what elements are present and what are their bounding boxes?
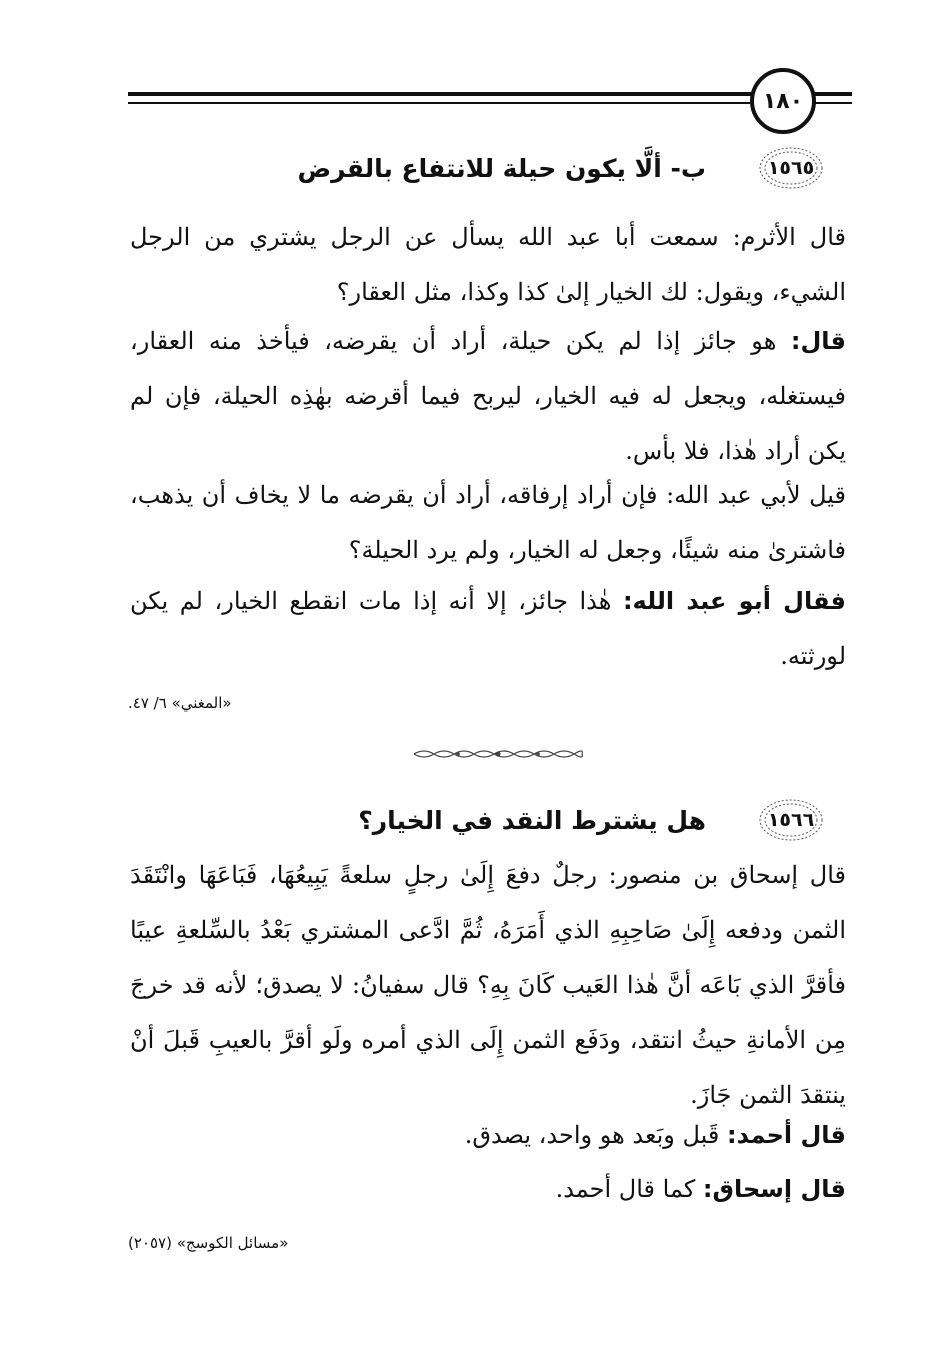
source-citation: «المغني» ٦/ ٤٧. [128, 694, 232, 712]
paragraph [130, 1108, 846, 1163]
header-rule-right-thin [812, 102, 852, 104]
paragraph-lead: قال إسحاق: [702, 1175, 846, 1203]
paragraph-lead: قال: [790, 327, 846, 355]
entry-number-badge [758, 144, 824, 192]
paragraph-text: هو جائز إذا لم يكن حيلة، أراد أن يقرضه، فيأخذ منه العقار، فيستغله، ويجعل له فيه الخيار، ليربح فيما أقرضه بهٰذِه الحيلة، فإن لم يكن أراد هٰذا، فلا بأس. [130, 327, 846, 465]
section-heading [124, 140, 824, 196]
page-number [750, 68, 816, 134]
paragraph-text: قَبل وبَعد هو واحد، يصدق. [464, 1121, 728, 1149]
entry-number-badge [758, 796, 824, 844]
paragraph [130, 468, 846, 578]
paragraph [130, 210, 846, 320]
source-citation: «مسائل الكوسج» (٢٠٥٧) [128, 1234, 289, 1252]
section-title: ب- ألَّا يكون حيلة للانتفاع بالقرض [297, 153, 706, 183]
paragraph [130, 574, 846, 684]
paragraph-lead: فقال أبو عبد الله: [622, 587, 846, 615]
header-rule-left [128, 92, 752, 96]
paragraph [130, 848, 846, 1123]
header-rule-left-thin [128, 102, 752, 104]
entry-number: ١٥٦٥ [767, 157, 815, 179]
paragraph-text: كما قال أحمد. [555, 1175, 703, 1203]
page-header [0, 62, 949, 142]
paragraph-text: قال إسحاق بن منصور: رجلٌ دفعَ إِلَىٰ رجلٍ سلعةً يَبِيعُهَا، فَبَاعَهَا وانْتَقَدَ الثمن ودفعه إِلَىٰ صَاحِبِهِ الذي أَمَرَهُ، ثُمَّ ادَّعى المشتري بَعْدُ بالسِّلعةِ عيبًا فأقرَّ الذي بَاعَه أنَّ هٰذا العَيب كَانَ بِهِ؟ قال سفيانُ: لا يصدق؛ لأنه قد خرجَ مِن الأمانةِ حيثُ انتقد، ودَفَع الثمن إِلَى الذي أمره ولَو أقرَّ بالعيبِ قَبلَ أنْ ينتقدَ الثمن جَازَ. [130, 861, 846, 1109]
entry-number: ١٥٦٦ [767, 809, 815, 831]
ornamental-divider-icon [412, 748, 584, 760]
paragraph-text: هٰذا جائز، إلا أنه إذا مات انقطع الخيار، لم يكن لورثته. [130, 587, 846, 670]
paragraph [130, 314, 846, 479]
paragraph-text: قال الأثرم: سمعت أبا عبد الله يسأل عن الرجل يشتري من الرجل الشيء، ويقول: لك الخيار إلىٰ كذا وكذا، مثل العقار؟ [130, 223, 846, 306]
paragraph [130, 1162, 846, 1217]
header-rule-right [812, 92, 852, 96]
section-title: هل يشترط النقد في الخيار؟ [358, 805, 706, 835]
section-heading [124, 792, 824, 848]
paragraph-text: قيل لأبي عبد الله: فإن أراد إرفاقه، أراد أن يقرضه ما لا يخاف أن يذهب، فاشترىٰ منه شيئًا، وجعل له الخيار، ولم يرد الحيلة؟ [130, 481, 846, 564]
paragraph-lead: قال أحمد: [727, 1121, 846, 1149]
page-number-text: ١٨٠ [762, 88, 804, 114]
